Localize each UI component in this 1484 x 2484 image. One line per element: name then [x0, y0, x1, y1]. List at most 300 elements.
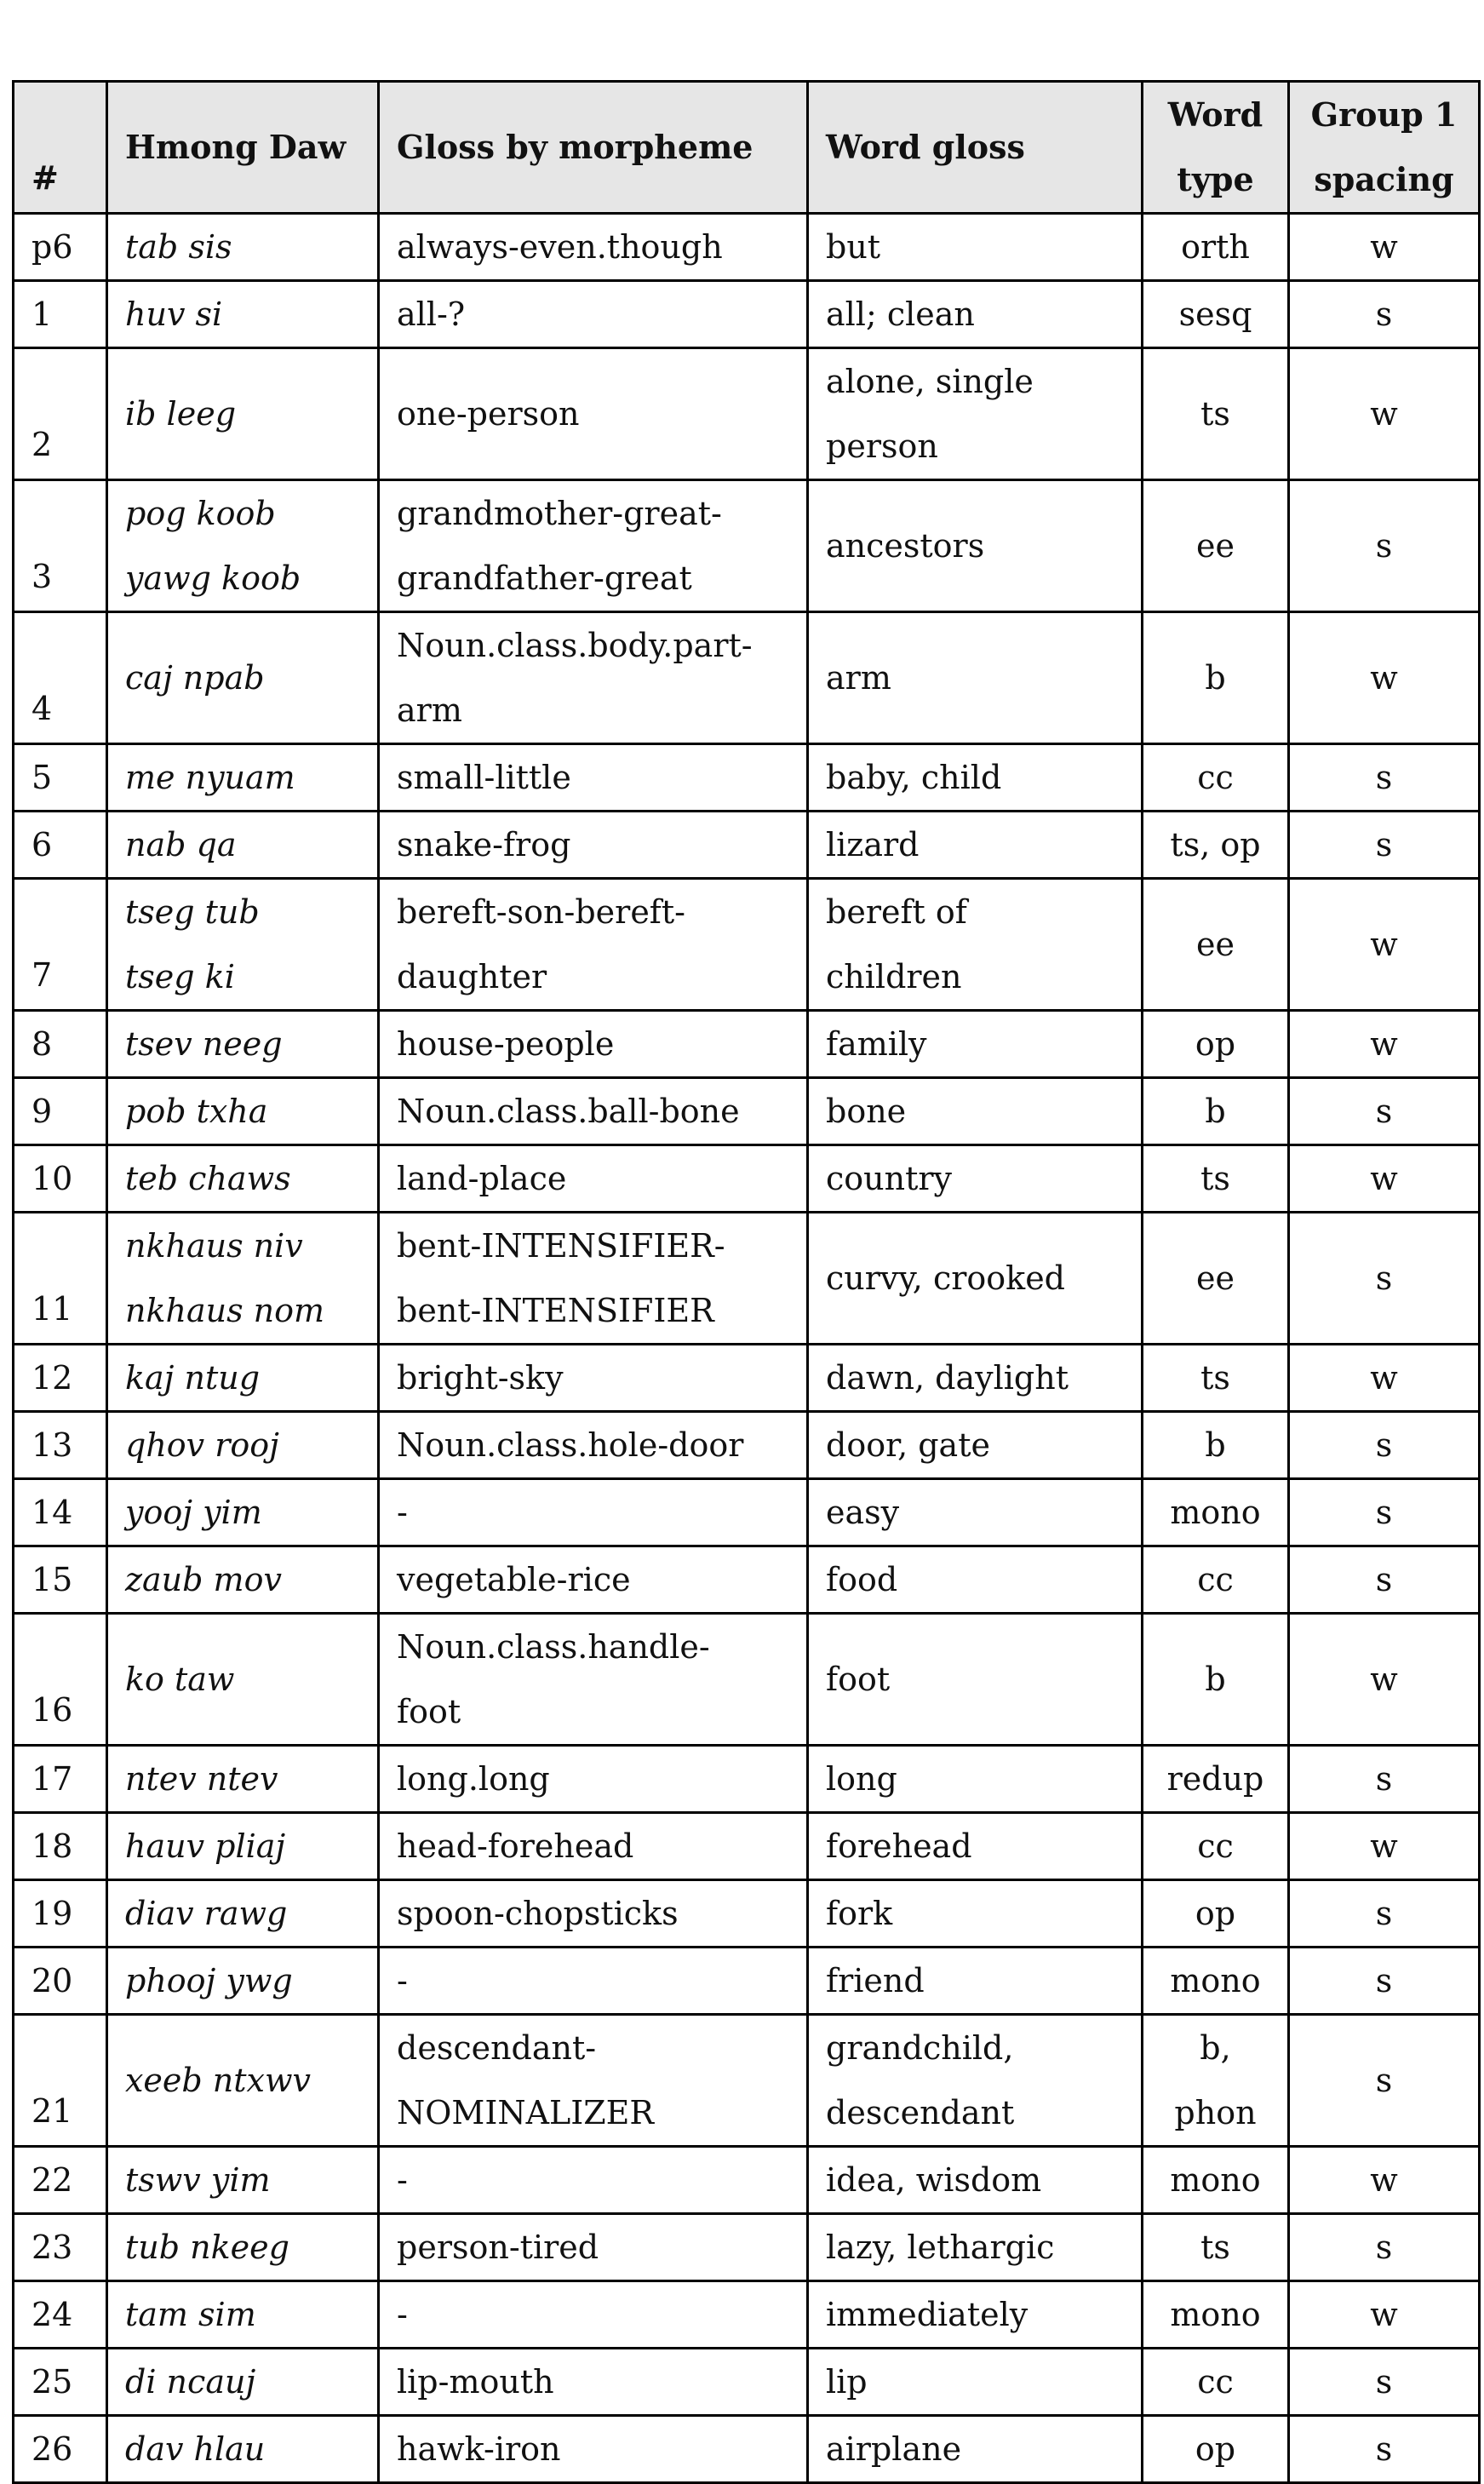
morpheme-gloss-text: grandfather-great — [397, 559, 692, 597]
table-header — [14, 82, 1480, 214]
spacing-cell: s — [1289, 1546, 1480, 1614]
morpheme-gloss-text: daughter — [397, 958, 547, 995]
word-type-cell — [1143, 2416, 1289, 2483]
morpheme-gloss-cell — [379, 1479, 808, 1546]
header-spacing-line1: Group 1 — [1310, 95, 1458, 134]
spacing-cell: s — [1289, 2214, 1480, 2281]
hmong-daw-cell — [107, 2147, 379, 2214]
morpheme-gloss-cell — [379, 1948, 808, 2015]
word-gloss-text: baby, child — [826, 759, 1002, 796]
spacing-cell: s — [1289, 1078, 1480, 1145]
morpheme-gloss-text: - — [397, 1494, 408, 1531]
word-type-text: ee — [1196, 926, 1235, 963]
word-gloss-text: door, gate — [826, 1426, 990, 1464]
morpheme-gloss-cell — [379, 2015, 808, 2147]
table-row — [14, 2015, 1480, 2147]
word-gloss-cell — [808, 1345, 1143, 1412]
hmong-daw-text: tseg tub — [125, 893, 260, 931]
word-gloss-text: person — [826, 427, 938, 465]
hmong-daw-text: ko taw — [125, 1661, 235, 1698]
row-number-cell: 20 — [14, 1948, 107, 2015]
word-gloss-cell — [808, 2281, 1143, 2349]
table-row — [14, 2416, 1480, 2483]
hmong-daw-cell — [107, 2214, 379, 2281]
word-gloss-cell — [808, 879, 1143, 1011]
row-number-cell: 25 — [14, 2349, 107, 2416]
word-type-text: cc — [1197, 2363, 1234, 2401]
hmong-daw-cell — [107, 480, 379, 612]
row-number-cell: 26 — [14, 2416, 107, 2483]
word-type-text: orth — [1181, 228, 1250, 266]
morpheme-gloss-text: one-person — [397, 395, 580, 433]
word-type-cell — [1143, 1345, 1289, 1412]
word-gloss-cell — [808, 744, 1143, 812]
row-number-cell: 16 — [14, 1614, 107, 1746]
row-number-cell: 4 — [14, 612, 107, 744]
row-number-cell: 14 — [14, 1479, 107, 1546]
word-gloss-text: arm — [826, 659, 891, 697]
word-gloss-cell — [808, 348, 1143, 480]
header-word-gloss: Word gloss — [808, 82, 1143, 214]
hmong-daw-cell — [107, 2349, 379, 2416]
hmong-daw-text: ib leeg — [125, 395, 237, 433]
morpheme-gloss-text: house-people — [397, 1025, 615, 1063]
hmong-daw-text: tab sis — [125, 228, 232, 266]
table-row — [14, 2147, 1480, 2214]
hmong-daw-cell — [107, 2281, 379, 2349]
hmong-daw-cell — [107, 1546, 379, 1614]
hmong-word-table — [12, 80, 1481, 2484]
spacing-cell: s — [1289, 744, 1480, 812]
hmong-daw-cell — [107, 812, 379, 879]
hmong-daw-cell — [107, 1813, 379, 1880]
morpheme-gloss-text: hawk-iron — [397, 2430, 561, 2468]
hmong-daw-text: pob txha — [125, 1093, 268, 1130]
hmong-daw-cell — [107, 1011, 379, 1078]
spacing-cell: s — [1289, 1479, 1480, 1546]
table-row — [14, 281, 1480, 348]
word-type-cell — [1143, 1145, 1289, 1213]
word-gloss-text: but — [826, 228, 881, 266]
hmong-daw-cell — [107, 348, 379, 480]
word-type-text: mono — [1170, 2296, 1261, 2333]
spacing-cell: s — [1289, 1213, 1480, 1345]
word-type-text: op — [1195, 2430, 1236, 2468]
word-type-cell — [1143, 480, 1289, 612]
row-number-cell: 3 — [14, 480, 107, 612]
hmong-daw-text: tseg ki — [125, 958, 235, 995]
word-type-text: mono — [1170, 2161, 1261, 2199]
row-number-cell: 23 — [14, 2214, 107, 2281]
morpheme-gloss-cell — [379, 1345, 808, 1412]
morpheme-gloss-text: arm — [397, 691, 462, 729]
word-type-text: b — [1205, 1426, 1226, 1464]
morpheme-gloss-cell — [379, 2416, 808, 2483]
spacing-cell: w — [1289, 348, 1480, 480]
spacing-cell: w — [1289, 2281, 1480, 2349]
word-gloss-cell — [808, 1546, 1143, 1614]
morpheme-gloss-text: foot — [397, 1693, 461, 1730]
spacing-cell: s — [1289, 1412, 1480, 1479]
morpheme-gloss-cell — [379, 812, 808, 879]
row-number-cell: 1 — [14, 281, 107, 348]
table-row — [14, 812, 1480, 879]
header-word-type — [1143, 82, 1289, 214]
morpheme-gloss-text: always-even.though — [397, 228, 723, 266]
table-row — [14, 879, 1480, 1011]
table-row — [14, 1078, 1480, 1145]
word-type-cell — [1143, 1213, 1289, 1345]
hmong-daw-cell — [107, 1078, 379, 1145]
row-number-cell: 22 — [14, 2147, 107, 2214]
word-gloss-text: long — [826, 1760, 897, 1798]
hmong-daw-text: tub nkeeg — [125, 2229, 289, 2266]
hmong-daw-cell — [107, 2416, 379, 2483]
morpheme-gloss-cell — [379, 2214, 808, 2281]
spacing-cell: w — [1289, 2147, 1480, 2214]
hmong-daw-text: qhov rooj — [125, 1426, 279, 1464]
morpheme-gloss-text: Noun.class.ball-bone — [397, 1093, 740, 1130]
table-row — [14, 1880, 1480, 1948]
spacing-cell: s — [1289, 812, 1480, 879]
morpheme-gloss-cell — [379, 281, 808, 348]
hmong-daw-cell — [107, 879, 379, 1011]
table-row — [14, 214, 1480, 281]
morpheme-gloss-cell — [379, 1078, 808, 1145]
table-row — [14, 1213, 1480, 1345]
hmong-daw-text: pog koob — [125, 495, 276, 532]
word-gloss-text: lip — [826, 2363, 868, 2401]
morpheme-gloss-cell — [379, 1213, 808, 1345]
row-number-cell: 10 — [14, 1145, 107, 1213]
hmong-daw-text: phooj ywg — [125, 1962, 293, 1999]
word-type-cell — [1143, 1546, 1289, 1614]
table-row — [14, 2281, 1480, 2349]
row-number-cell: 2 — [14, 348, 107, 480]
word-gloss-text: lazy, lethargic — [826, 2229, 1055, 2266]
hmong-daw-cell — [107, 281, 379, 348]
word-type-text: ee — [1196, 1259, 1235, 1297]
word-type-cell — [1143, 1880, 1289, 1948]
word-gloss-cell — [808, 1880, 1143, 1948]
word-gloss-cell — [808, 2349, 1143, 2416]
word-type-cell — [1143, 612, 1289, 744]
word-gloss-text: grandchild, — [826, 2029, 1014, 2067]
table-row — [14, 1813, 1480, 1880]
word-type-text: cc — [1197, 759, 1234, 796]
morpheme-gloss-cell — [379, 348, 808, 480]
hmong-daw-text: huv si — [125, 295, 223, 333]
hmong-daw-text: tsev neeg — [125, 1025, 283, 1063]
word-gloss-cell — [808, 1412, 1143, 1479]
word-type-text: ts — [1200, 2229, 1230, 2266]
word-gloss-cell — [808, 1813, 1143, 1880]
table-row — [14, 1011, 1480, 1078]
word-gloss-text: dawn, daylight — [826, 1359, 1069, 1397]
morpheme-gloss-text: - — [397, 2161, 408, 2199]
morpheme-gloss-text: - — [397, 1962, 408, 1999]
word-gloss-cell — [808, 2214, 1143, 2281]
spacing-cell: w — [1289, 214, 1480, 281]
hmong-daw-cell — [107, 1213, 379, 1345]
word-gloss-text: children — [826, 958, 962, 995]
word-type-cell — [1143, 744, 1289, 812]
spacing-cell: s — [1289, 1746, 1480, 1813]
word-type-cell — [1143, 1412, 1289, 1479]
header-hmong-daw: Hmong Daw — [107, 82, 379, 214]
word-gloss-cell — [808, 2015, 1143, 2147]
word-type-text: redup — [1166, 1760, 1264, 1798]
morpheme-gloss-cell — [379, 1011, 808, 1078]
hmong-daw-text: nab qa — [125, 826, 237, 863]
row-number-cell: 13 — [14, 1412, 107, 1479]
hmong-daw-cell — [107, 1746, 379, 1813]
spacing-cell: w — [1289, 1345, 1480, 1412]
row-number-cell: 18 — [14, 1813, 107, 1880]
word-type-text: mono — [1170, 1962, 1261, 1999]
hmong-daw-text: tswv yim — [125, 2161, 271, 2199]
morpheme-gloss-text: spoon-chopsticks — [397, 1895, 679, 1932]
morpheme-gloss-cell — [379, 1813, 808, 1880]
word-gloss-text: fork — [826, 1895, 893, 1932]
word-gloss-text: descendant — [826, 2094, 1015, 2131]
word-gloss-text: friend — [826, 1962, 925, 1999]
row-number-cell: 24 — [14, 2281, 107, 2349]
word-type-cell — [1143, 1011, 1289, 1078]
spacing-cell: s — [1289, 2349, 1480, 2416]
word-type-cell — [1143, 1813, 1289, 1880]
morpheme-gloss-text: bent-INTENSIFIER — [397, 1292, 714, 1329]
morpheme-gloss-cell — [379, 1546, 808, 1614]
word-gloss-text: immediately — [826, 2296, 1028, 2333]
hmong-daw-cell — [107, 1345, 379, 1412]
word-type-cell — [1143, 348, 1289, 480]
word-type-cell — [1143, 879, 1289, 1011]
row-number-cell: 17 — [14, 1746, 107, 1813]
table-row — [14, 1145, 1480, 1213]
table-row — [14, 2349, 1480, 2416]
hmong-daw-text: ntev ntev — [125, 1760, 278, 1798]
hmong-daw-cell — [107, 744, 379, 812]
word-gloss-text: family — [826, 1025, 927, 1063]
morpheme-gloss-cell — [379, 1746, 808, 1813]
word-type-cell — [1143, 2281, 1289, 2349]
word-gloss-text: idea, wisdom — [826, 2161, 1042, 2199]
morpheme-gloss-text: bent-INTENSIFIER- — [397, 1227, 725, 1265]
row-number-cell: p6 — [14, 214, 107, 281]
table-row — [14, 744, 1480, 812]
word-type-cell — [1143, 2214, 1289, 2281]
word-type-cell — [1143, 2015, 1289, 2147]
row-number-cell: 7 — [14, 879, 107, 1011]
word-gloss-cell — [808, 281, 1143, 348]
word-gloss-cell — [808, 480, 1143, 612]
morpheme-gloss-cell — [379, 1880, 808, 1948]
word-type-text: phon — [1174, 2094, 1257, 2131]
word-gloss-cell — [808, 2147, 1143, 2214]
hmong-daw-text: hauv pliaj — [125, 1827, 286, 1865]
hmong-daw-text: caj npab — [125, 659, 265, 697]
row-number-cell: 21 — [14, 2015, 107, 2147]
table-row — [14, 1948, 1480, 2015]
header-word-type-line1: Word — [1167, 95, 1263, 134]
table-row — [14, 2214, 1480, 2281]
spacing-cell: s — [1289, 2015, 1480, 2147]
spacing-cell: w — [1289, 1011, 1480, 1078]
hmong-daw-cell — [107, 214, 379, 281]
morpheme-gloss-text: vegetable-rice — [397, 1561, 631, 1598]
hmong-daw-cell — [107, 1880, 379, 1948]
morpheme-gloss-cell — [379, 2349, 808, 2416]
morpheme-gloss-text: small-little — [397, 759, 571, 796]
header-gloss-by-morpheme: Gloss by morpheme — [379, 82, 808, 214]
spacing-cell: s — [1289, 1948, 1480, 2015]
word-gloss-cell — [808, 1011, 1143, 1078]
word-type-cell — [1143, 1614, 1289, 1746]
row-number-cell: 5 — [14, 744, 107, 812]
word-type-text: ts — [1200, 1160, 1230, 1197]
header-word-type-line2: type — [1177, 160, 1254, 198]
word-gloss-text: ancestors — [826, 527, 985, 565]
word-type-text: mono — [1170, 1494, 1261, 1531]
spacing-cell: w — [1289, 612, 1480, 744]
morpheme-gloss-cell — [379, 2147, 808, 2214]
word-gloss-cell — [808, 1746, 1143, 1813]
table-row — [14, 1546, 1480, 1614]
word-type-text: b — [1205, 1093, 1226, 1130]
hmong-daw-cell — [107, 1479, 379, 1546]
row-number-cell: 15 — [14, 1546, 107, 1614]
spacing-cell: w — [1289, 1145, 1480, 1213]
word-gloss-text: all; clean — [826, 295, 975, 333]
morpheme-gloss-text: long.long — [397, 1760, 550, 1798]
hmong-daw-text: nkhaus nom — [125, 1292, 325, 1329]
morpheme-gloss-text: Noun.class.body.part- — [397, 627, 753, 664]
table-row — [14, 1746, 1480, 1813]
word-gloss-text: lizard — [826, 826, 920, 863]
word-gloss-text: easy — [826, 1494, 900, 1531]
spacing-cell: w — [1289, 1813, 1480, 1880]
word-gloss-text: bone — [826, 1093, 907, 1130]
hmong-daw-cell — [107, 1145, 379, 1213]
header-row — [14, 82, 1480, 214]
word-type-text: b, — [1200, 2029, 1231, 2067]
hmong-daw-cell — [107, 612, 379, 744]
row-number-cell: 6 — [14, 812, 107, 879]
hmong-daw-text: diav rawg — [125, 1895, 288, 1932]
hmong-daw-cell — [107, 2015, 379, 2147]
word-type-text: ts — [1200, 395, 1230, 433]
word-type-cell — [1143, 812, 1289, 879]
word-gloss-text: curvy, crooked — [826, 1259, 1066, 1297]
morpheme-gloss-text: NOMINALIZER — [397, 2094, 655, 2131]
word-gloss-cell — [808, 1078, 1143, 1145]
morpheme-gloss-cell — [379, 744, 808, 812]
hmong-daw-cell — [107, 1614, 379, 1746]
hmong-daw-text: zaub mov — [125, 1561, 282, 1598]
row-number-cell: 11 — [14, 1213, 107, 1345]
word-type-cell — [1143, 1078, 1289, 1145]
word-gloss-text: foot — [826, 1661, 891, 1698]
word-type-text: ts, op — [1170, 826, 1261, 863]
word-gloss-text: alone, single — [826, 363, 1034, 400]
morpheme-gloss-text: head-forehead — [397, 1827, 634, 1865]
word-gloss-cell — [808, 1213, 1143, 1345]
row-number-cell: 8 — [14, 1011, 107, 1078]
spacing-cell: s — [1289, 281, 1480, 348]
morpheme-gloss-text: snake-frog — [397, 826, 571, 863]
spacing-cell: w — [1289, 1614, 1480, 1746]
word-gloss-text: airplane — [826, 2430, 962, 2468]
word-type-text: sesq — [1178, 295, 1252, 333]
table-body — [14, 214, 1480, 2483]
hmong-daw-text: xeeb ntxwv — [125, 2062, 311, 2099]
hmong-daw-cell — [107, 1948, 379, 2015]
word-gloss-cell — [808, 1948, 1143, 2015]
morpheme-gloss-cell — [379, 612, 808, 744]
hmong-daw-text: di ncauj — [125, 2363, 256, 2401]
word-gloss-cell — [808, 612, 1143, 744]
word-type-text: cc — [1197, 1561, 1234, 1598]
row-number-cell: 12 — [14, 1345, 107, 1412]
spacing-cell: s — [1289, 2416, 1480, 2483]
morpheme-gloss-cell — [379, 1614, 808, 1746]
table-row — [14, 480, 1480, 612]
morpheme-gloss-text: Noun.class.hole-door — [397, 1426, 744, 1464]
word-type-text: cc — [1197, 1827, 1234, 1865]
morpheme-gloss-cell — [379, 214, 808, 281]
hmong-daw-text: teb chaws — [125, 1160, 291, 1197]
word-type-text: ee — [1196, 527, 1235, 565]
morpheme-gloss-text: grandmother-great- — [397, 495, 722, 532]
table-row — [14, 1412, 1480, 1479]
morpheme-gloss-text: Noun.class.handle- — [397, 1628, 710, 1666]
word-type-cell — [1143, 214, 1289, 281]
morpheme-gloss-cell — [379, 1145, 808, 1213]
morpheme-gloss-text: descendant- — [397, 2029, 597, 2067]
morpheme-gloss-text: land-place — [397, 1160, 567, 1197]
table-row — [14, 612, 1480, 744]
morpheme-gloss-cell — [379, 2281, 808, 2349]
word-type-cell — [1143, 281, 1289, 348]
morpheme-gloss-text: bereft-son-bereft- — [397, 893, 685, 931]
word-type-cell — [1143, 2349, 1289, 2416]
hmong-daw-cell — [107, 1412, 379, 1479]
word-gloss-cell — [808, 1479, 1143, 1546]
row-number-cell: 19 — [14, 1880, 107, 1948]
morpheme-gloss-cell — [379, 879, 808, 1011]
morpheme-gloss-text: lip-mouth — [397, 2363, 554, 2401]
morpheme-gloss-text: bright-sky — [397, 1359, 564, 1397]
spacing-cell: s — [1289, 480, 1480, 612]
word-gloss-text: food — [826, 1561, 898, 1598]
word-gloss-text: country — [826, 1160, 953, 1197]
word-type-cell — [1143, 2147, 1289, 2214]
hmong-daw-text: me nyuam — [125, 759, 295, 796]
word-gloss-cell — [808, 2416, 1143, 2483]
table-row — [14, 1345, 1480, 1412]
table-row — [14, 1479, 1480, 1546]
table-row — [14, 348, 1480, 480]
word-type-text: op — [1195, 1025, 1236, 1063]
word-gloss-cell — [808, 1145, 1143, 1213]
hmong-daw-text: yawg koob — [125, 559, 301, 597]
word-type-text: ts — [1200, 1359, 1230, 1397]
header-number: # — [14, 82, 107, 214]
hmong-daw-text: kaj ntug — [125, 1359, 261, 1397]
morpheme-gloss-text: person-tired — [397, 2229, 599, 2266]
word-gloss-cell — [808, 812, 1143, 879]
